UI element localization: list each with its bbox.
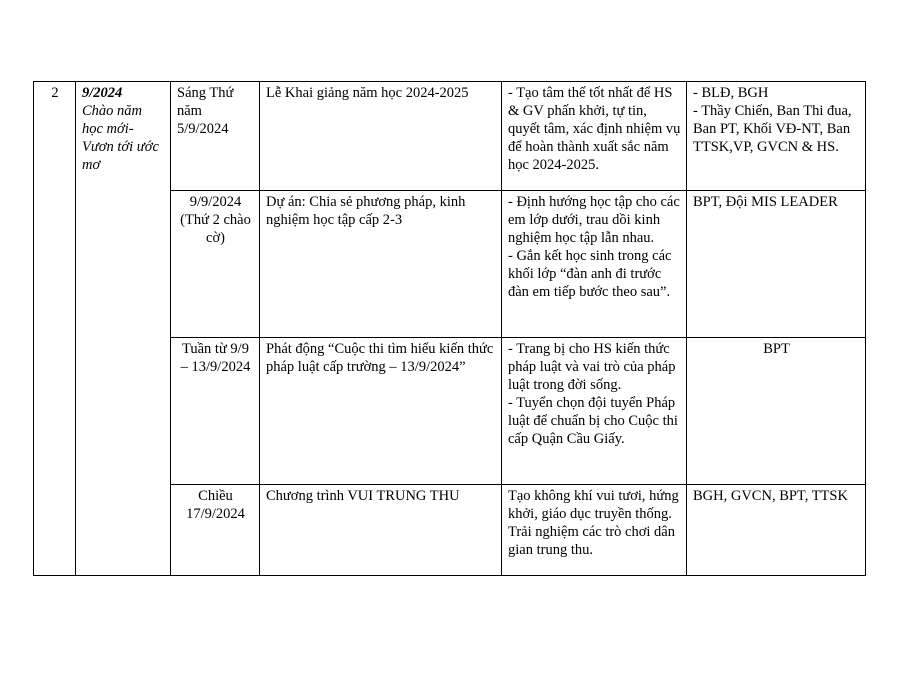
responsible-line: - BLĐ, BGH: [693, 85, 769, 101]
goal-line: - Tuyển chọn đội tuyển Pháp luật để chuẩn bị cho Cuộc thi cấp Quận Cầu Giấy.: [508, 395, 678, 447]
time-cell: Sáng Thứ năm 5/9/2024: [171, 82, 260, 191]
activity-cell: Lễ Khai giảng năm học 2024-2025: [260, 82, 502, 191]
time-cell: Chiều 17/9/2024: [171, 485, 260, 576]
goal-line: - Tạo tâm thế tốt nhất để HS & GV phấn khởi, tự tin, quyết tâm, xác định nhiệm vụ để hoàn thành xuất sắc năm học 2024-2025.: [508, 85, 681, 173]
responsible-line: BPT: [763, 341, 790, 357]
month-date: 9/2024: [82, 85, 123, 101]
goal-line: - Trang bị cho HS kiến thức pháp luật và vai trò của pháp luật trong đời sống.: [508, 341, 676, 393]
responsible-line: BPT, Đội MIS LEADER: [693, 194, 838, 210]
activity-plan-table: [33, 81, 866, 576]
month-theme: Chào năm học mới- Vươn tới ước mơ: [82, 103, 159, 173]
goals-cell: [502, 338, 687, 485]
activity-cell: Phát động “Cuộc thi tìm hiểu kiến thức pháp luật cấp trường – 13/9/2024”: [260, 338, 502, 485]
responsible-cell: [687, 82, 866, 191]
responsible-cell: [687, 191, 866, 338]
row-number-cell: 2: [34, 82, 76, 576]
goals-cell: [502, 485, 687, 576]
activity-cell: Chương trình VUI TRUNG THU: [260, 485, 502, 576]
responsible-line: - Thầy Chiến, Ban Thi đua, Ban PT, Khối VĐ-NT, Ban TTSK,VP, GVCN & HS.: [693, 103, 852, 155]
time-cell: Tuần từ 9/9 – 13/9/2024: [171, 338, 260, 485]
goals-cell: [502, 82, 687, 191]
table-row: [34, 82, 866, 191]
time-cell: 9/9/2024 (Thứ 2 chào cờ): [171, 191, 260, 338]
month-theme-cell: [76, 82, 171, 576]
activity-cell: Dự án: Chia sẻ phương pháp, kinh nghiệm học tập cấp 2-3: [260, 191, 502, 338]
goal-line: - Định hướng học tập cho các em lớp dưới, trau dồi kinh nghiệm học tập lẫn nhau.: [508, 194, 680, 246]
responsible-cell: [687, 338, 866, 485]
responsible-cell: [687, 485, 866, 576]
goal-line: Tạo không khí vui tươi, hứng khởi, giáo dục truyền thống.: [508, 488, 679, 522]
goal-line: Trải nghiệm các trò chơi dân gian trung thu.: [508, 524, 675, 558]
goals-cell: [502, 191, 687, 338]
responsible-line: BGH, GVCN, BPT, TTSK: [693, 488, 848, 504]
goal-line: - Gắn kết học sinh trong các khối lớp “đàn anh đi trước đàn em tiếp bước theo sau”.: [508, 248, 672, 300]
